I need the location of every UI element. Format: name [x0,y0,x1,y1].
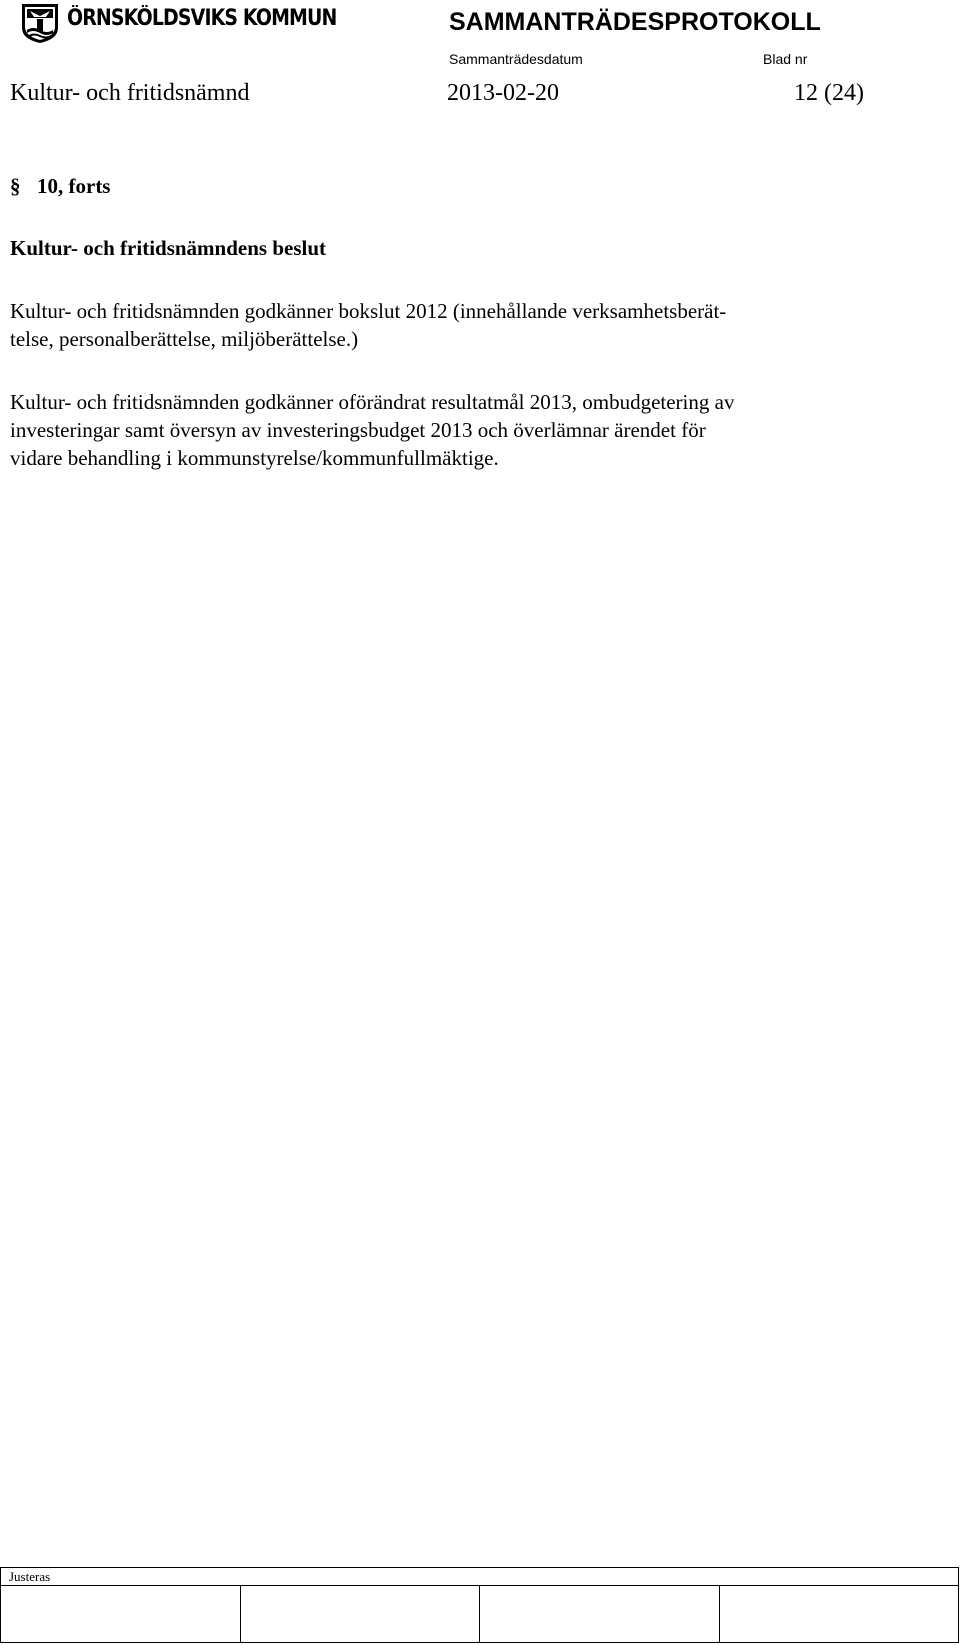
paragraph-line: Kultur- och fritidsnämnden godkänner bokslut 2012 (innehållande verksamhetsberät- [10,299,727,323]
committee-name: Kultur- och fritidsnämnd [10,80,250,106]
section-number: 10, forts [37,174,111,198]
paragraph-symbol: § [10,174,21,198]
municipal-coat-of-arms-icon [20,2,60,44]
signature-cell [1,1586,241,1643]
signature-cell [719,1586,959,1643]
signature-cell [480,1586,720,1643]
paragraph-line: Kultur- och fritidsnämnden godkänner oförändrat resultatmål 2013, ombudgetering av [10,390,735,414]
signature-cell [240,1586,480,1643]
decision-paragraph-1 [10,297,950,353]
signature-table [0,1567,959,1643]
section-heading [10,174,110,199]
paragraph-line: vidare behandling i kommunstyrelse/kommunfullmäktige. [10,446,499,470]
organization-name: ÖRNSKÖLDSVIKS KOMMUN [67,6,337,31]
paragraph-line: investeringar samt översyn av investeringsbudget 2013 och överlämnar ärendet för [10,418,706,442]
document-title: SAMMANTRÄDESPROTOKOLL [449,8,821,36]
page-number: 12 (24) [794,80,864,106]
meeting-date-label: Sammanträdesdatum [449,51,583,67]
decision-paragraph-2 [10,388,950,472]
page-number-label: Blad nr [763,51,808,67]
meeting-date: 2013-02-20 [447,80,559,106]
paragraph-line: telse, personalberättelse, miljöberättelse.) [10,327,359,351]
decision-heading: Kultur- och fritidsnämndens beslut [10,236,327,260]
footer-label: Justeras [1,1568,959,1586]
